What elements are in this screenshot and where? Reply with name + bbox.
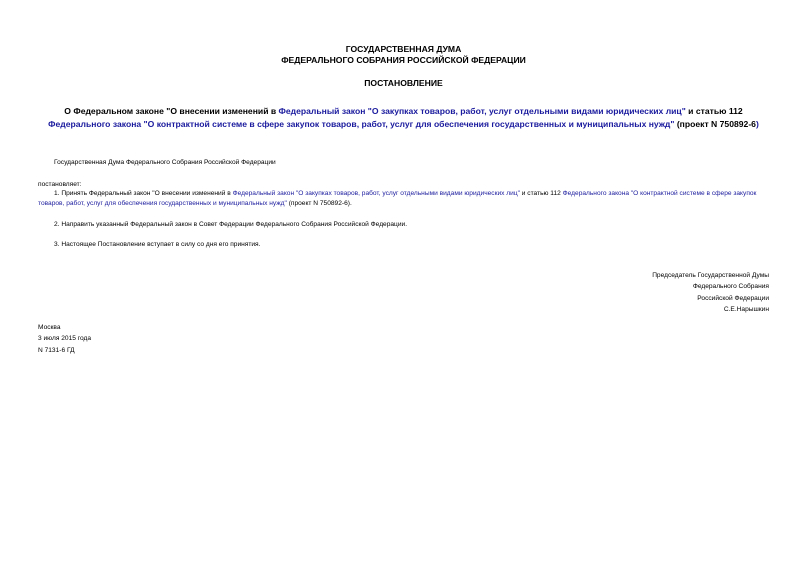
signature-name: С.Е.Нарышкин: [723, 306, 769, 314]
title-prefix: О Федеральном законе "О внесении изменений в: [64, 106, 279, 116]
org-header: [0, 44, 807, 66]
signature-block: [652, 270, 769, 316]
paragraph-3: 3. Настоящее Постановление вступает в силу со дня его принятия.: [54, 241, 261, 248]
title-middle: и статью 112: [685, 106, 743, 116]
doc-type-heading: ПОСТАНОВЛЕНИЕ: [364, 78, 443, 88]
p1-link-procurement-law[interactable]: Федеральный закон "О закупках товаров, работ, услуг отдельными видами юридических лиц": [232, 190, 520, 197]
signature-line-1: Председатель Государственной Думы: [652, 272, 769, 279]
p1-suffix: (проект N 750892-6: [286, 199, 348, 207]
p1-middle: и статью 112: [519, 190, 563, 197]
title-closing-paren[interactable]: ): [755, 118, 759, 129]
document-number: N 7131-6 ГД: [38, 346, 75, 354]
date: 3 июля 2015 года: [38, 335, 92, 343]
paragraph-2: 2. Направить указанный Федеральный закон в Совет Федерации Федерального Собрания Российской Федерации.: [54, 221, 408, 228]
p1-link-contract-system-law[interactable]: Федерального закона "О контрактной системе в сфере закупок товаров, работ, услуг для обеспечения государственных и муниципальных нужд": [38, 190, 757, 207]
org-line-2: ФЕДЕРАЛЬНОГО СОБРАНИЯ РОССИЙСКОЙ ФЕДЕРАЦИИ: [281, 55, 526, 65]
title-suffix: (проект N 750892-6: [674, 118, 756, 129]
title-link-procurement-law[interactable]: Федеральный закон "О закупках товаров, работ, услуг отдельными видами юридических лиц": [278, 106, 686, 116]
signature-line-3: Российской Федерации: [697, 294, 769, 302]
intro-text: Государственная Дума Федерального Собрания Российской Федерации: [54, 159, 276, 166]
document-title: [38, 105, 769, 130]
resolves-label: постановляет:: [38, 181, 82, 188]
org-line-1: ГОСУДАРСТВЕННАЯ ДУМА: [345, 44, 462, 54]
city: Москва: [38, 324, 61, 331]
p1-prefix: 1. Принять Федеральный закон "О внесении изменений в: [54, 190, 233, 197]
signature-line-2: Федерального Собрания: [692, 283, 769, 291]
paragraph-1: [38, 189, 770, 208]
place-date-block: [38, 322, 91, 356]
p1-suffix-end: ).: [347, 199, 352, 207]
title-link-contract-system-law[interactable]: Федерального закона "О контрактной системе в сфере закупок товаров, работ, услуг для обеспечения государственных и муниципальных нужд": [48, 118, 675, 129]
